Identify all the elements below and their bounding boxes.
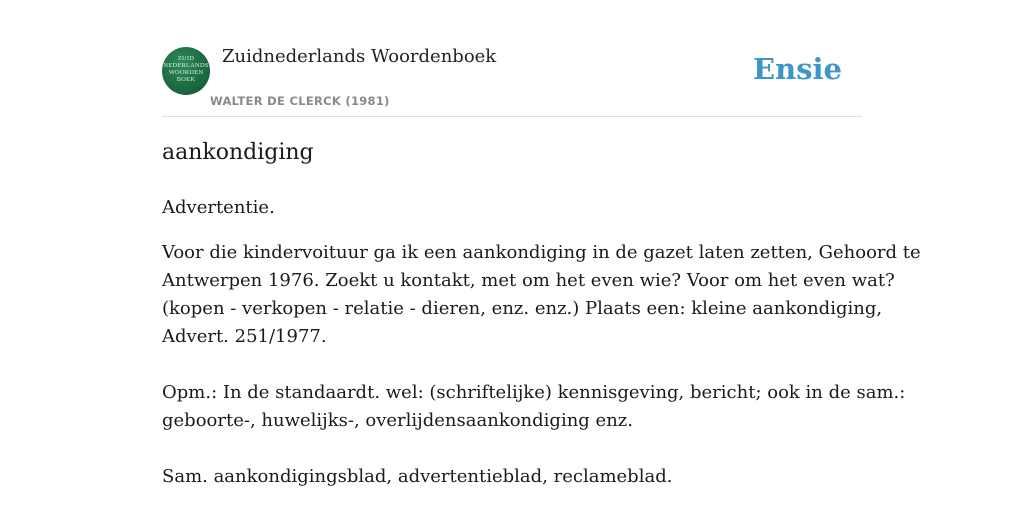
book-cover-logo[interactable]: [162, 47, 210, 95]
page-content: [162, 0, 921, 487]
entry-note: [162, 379, 906, 435]
entry-compounds: [162, 463, 862, 491]
header: [162, 0, 862, 117]
ensie-logo-link[interactable]: Ensie: [753, 52, 842, 86]
example-line: Advert. 251/1977.: [162, 326, 327, 347]
logo-text-line: BOEK: [176, 76, 196, 83]
logo-text-line: WOORDEN: [168, 69, 204, 76]
entry-definition: Advertentie.: [162, 197, 275, 218]
logo-text-line: NEDERLANDS: [163, 62, 209, 69]
example-line: (kopen - verkopen - relatie - dieren, enz. enz.) Plaats een: kleine aankondiging,: [162, 298, 883, 319]
compounds-line: Sam. aankondigingsblad, advertentieblad, reclameblad.: [162, 466, 673, 487]
example-line: Voor die kindervoituur ga ik een aankondiging in de gazet laten zetten, Gehoord te: [162, 242, 921, 263]
note-line: Opm.: In de standaardt. wel: (schriftelijke) kennisgeving, bericht; ook in de sam.:: [162, 382, 906, 403]
logo-text-line: ZUID: [177, 55, 195, 62]
book-title[interactable]: Zuidnederlands Woordenboek: [222, 46, 497, 67]
entry-headword: aankondiging: [162, 140, 314, 165]
book-author: WALTER DE CLERCK (1981): [210, 94, 390, 108]
note-line: geboorte-, huwelijks-, overlijdensaankondiging enz.: [162, 410, 633, 431]
entry-example: [162, 239, 921, 351]
book-cover-logo-text: [162, 55, 210, 83]
example-line: Antwerpen 1976. Zoekt u kontakt, met om het even wie? Voor om het even wat?: [162, 270, 895, 291]
